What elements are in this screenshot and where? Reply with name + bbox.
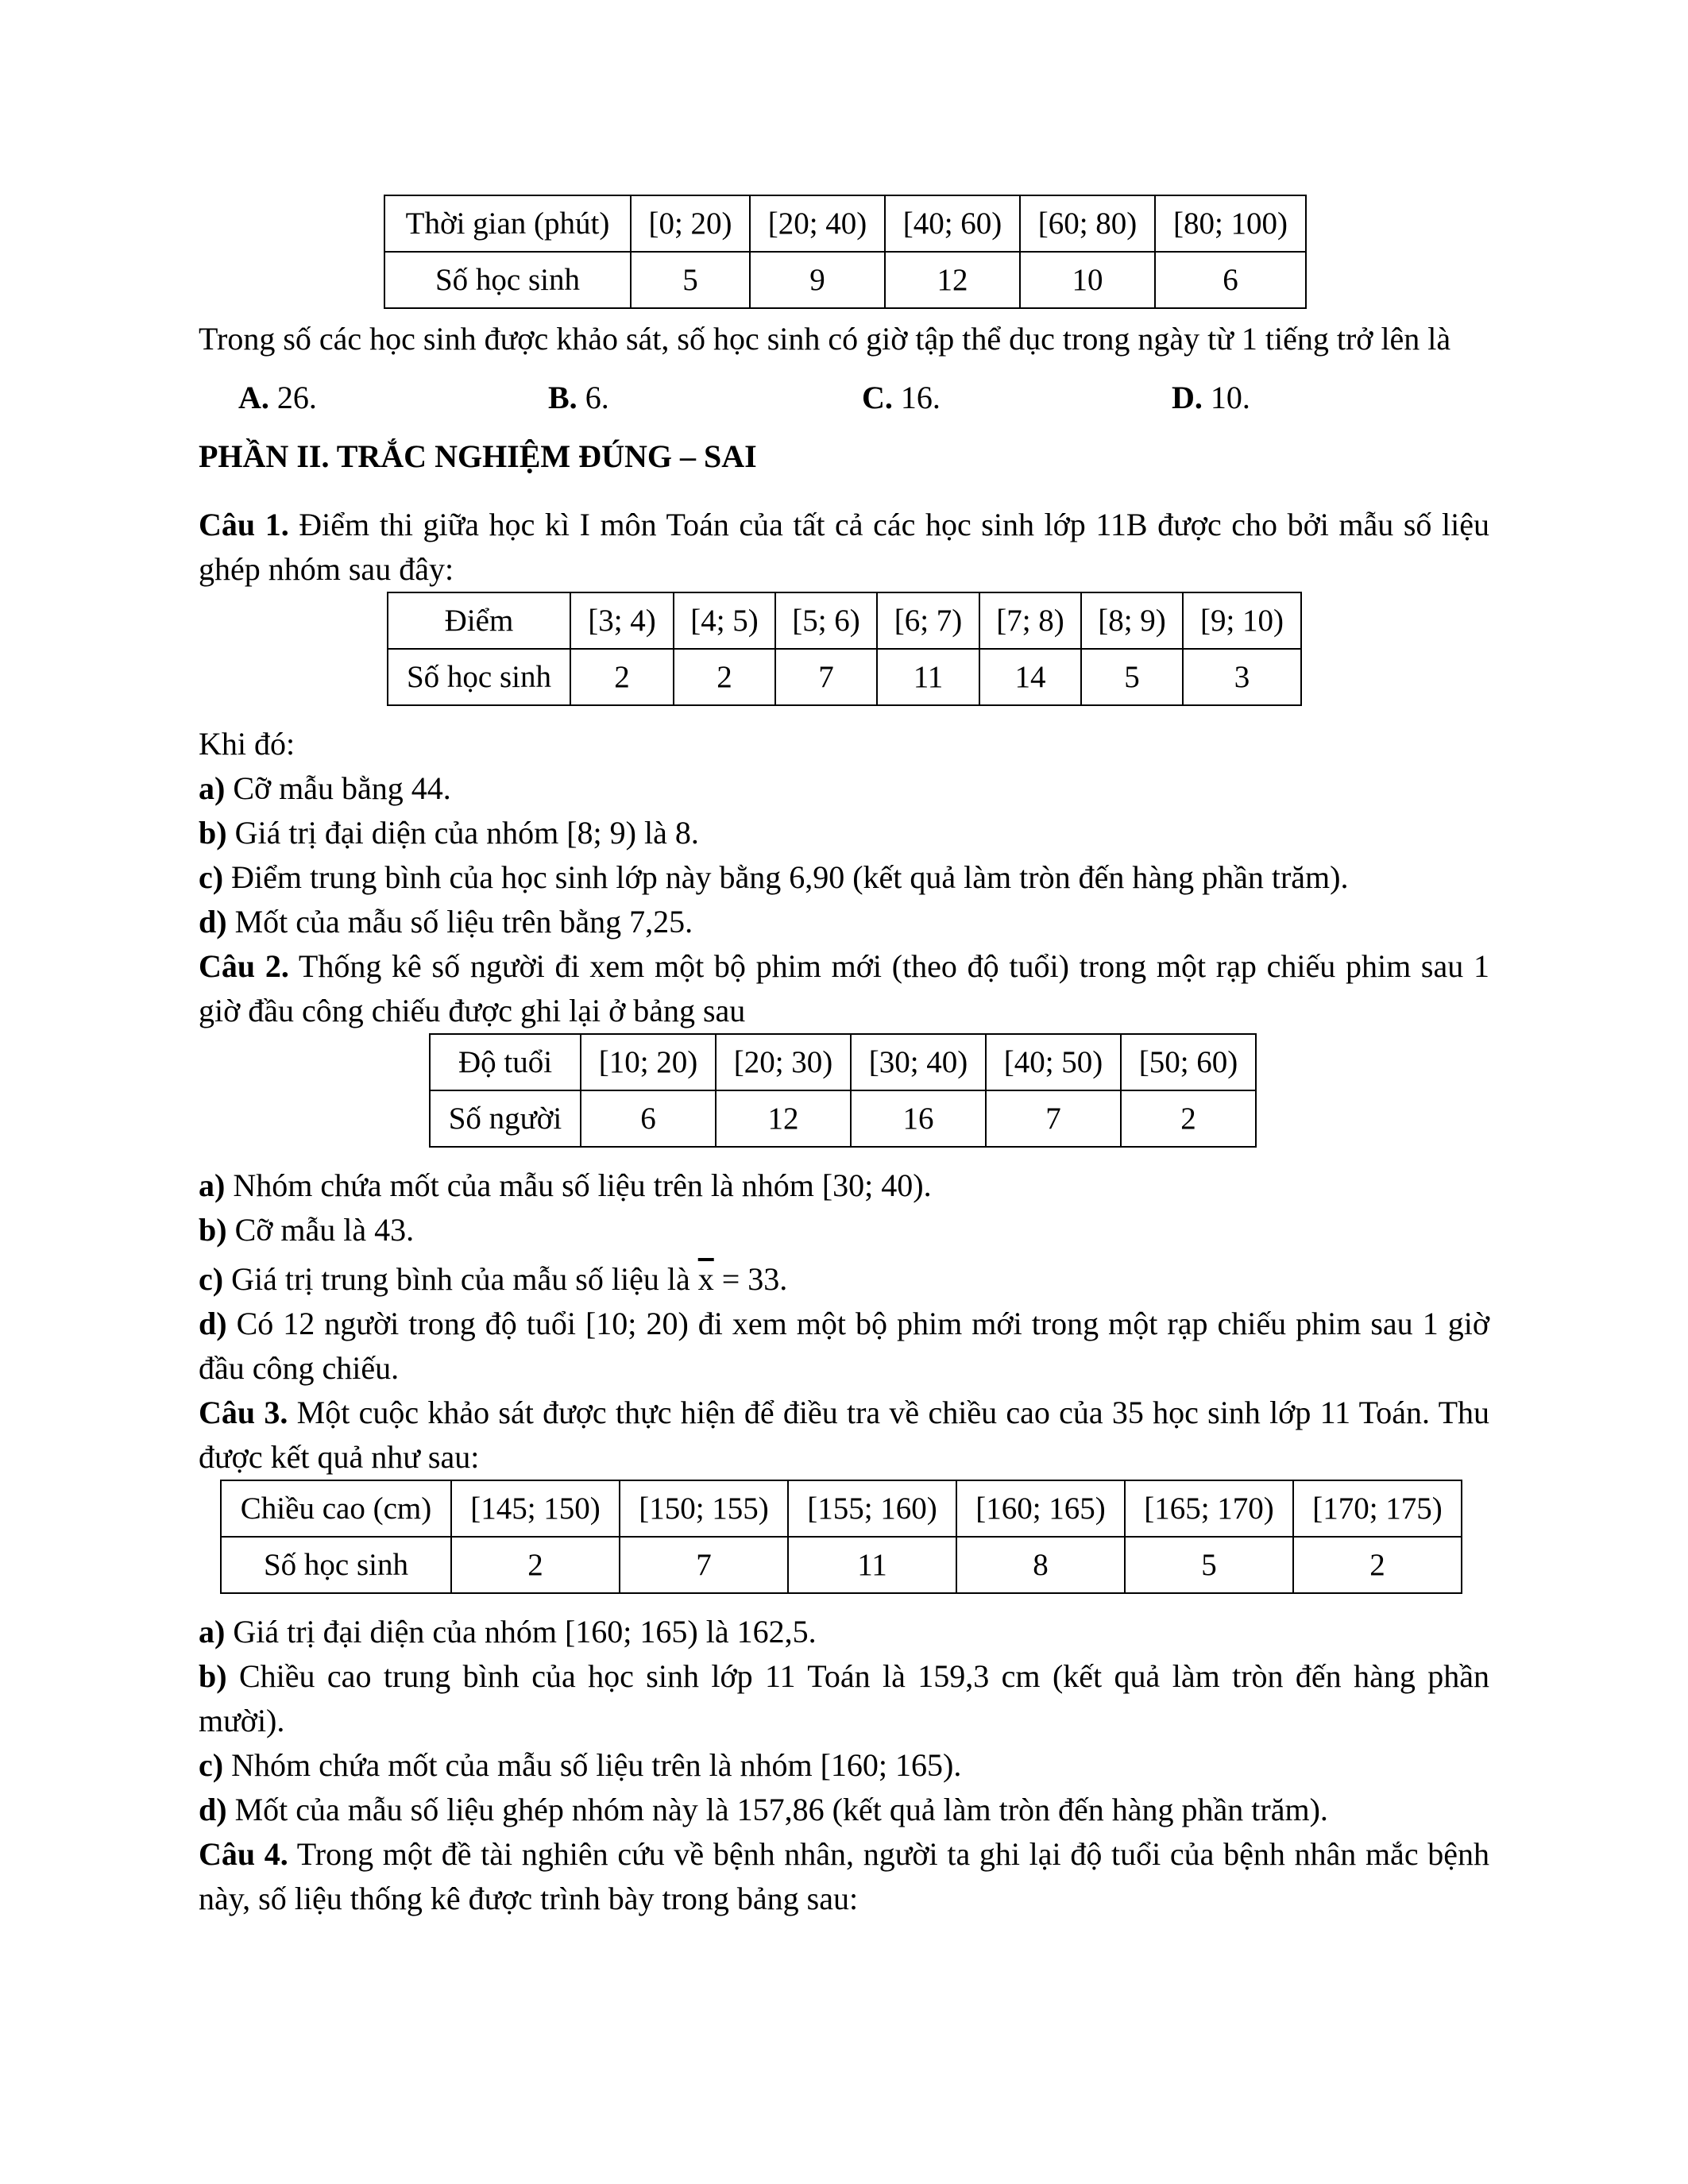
option-a <box>238 376 317 420</box>
option-letter: D. <box>1172 380 1203 415</box>
table-cell: 10 <box>1020 252 1155 308</box>
table-cell: Độ tuổi <box>430 1034 581 1090</box>
statement-label: b) <box>199 815 227 851</box>
statement-text: Chiều cao trung bình của học sinh lớp 11 Toán là 159,3 cm (kết quả làm tròn đến hàng phần mười). <box>199 1658 1489 1738</box>
table-cell: 2 <box>674 649 775 705</box>
table-cell: 14 <box>979 649 1081 705</box>
table-cell: 5 <box>631 252 750 308</box>
table-cell: [10; 20) <box>581 1034 716 1090</box>
statement-label: c) <box>199 1261 224 1297</box>
question-label: Câu 2. <box>199 948 289 984</box>
option-letter: B. <box>548 380 577 415</box>
table-cell: 3 <box>1183 649 1301 705</box>
table-cell: 9 <box>750 252 885 308</box>
option-value: 26. <box>268 380 317 415</box>
table-cell: 8 <box>956 1537 1125 1593</box>
table-cell: [3; 4) <box>570 592 674 649</box>
statement-text: Cỡ mẫu bằng 44. <box>225 770 451 806</box>
table-cell: 6 <box>1155 252 1306 308</box>
statement-text: Nhóm chứa mốt của mẫu số liệu trên là nhóm [30; 40). <box>225 1167 932 1203</box>
document-page <box>199 195 1489 1921</box>
statement-c <box>199 1743 1489 1788</box>
statement-label: c) <box>199 859 224 895</box>
intro-text: Khi đó: <box>199 726 295 762</box>
statement-d <box>199 900 1489 944</box>
table-cell: [155; 160) <box>788 1480 956 1537</box>
option-value: 16. <box>892 380 941 415</box>
table-cell: 7 <box>620 1537 788 1593</box>
table-row <box>384 252 1306 308</box>
statement-tail: . <box>779 1261 788 1297</box>
question-4 <box>199 1832 1489 1921</box>
table-cell: [9; 10) <box>1183 592 1301 649</box>
statement-label: d) <box>199 1306 227 1341</box>
answer-options <box>199 376 1489 420</box>
section-title: PHẦN II. TRẮC NGHIỆM ĐÚNG – SAI <box>199 438 757 474</box>
table-cell: 11 <box>788 1537 956 1593</box>
table-cell: 2 <box>1293 1537 1462 1593</box>
statement-text: Giá trị đại diện của nhóm [8; 9) là 8. <box>226 815 699 851</box>
question-label: Câu 4. <box>199 1836 288 1872</box>
table-cell: Chiều cao (cm) <box>221 1480 451 1537</box>
table-row <box>430 1090 1256 1147</box>
statement-text: Cỡ mẫu là 43. <box>226 1212 415 1248</box>
table-cell: [50; 60) <box>1121 1034 1256 1090</box>
table-cell: Số người <box>430 1090 581 1147</box>
question-label: Câu 3. <box>199 1395 288 1430</box>
option-b <box>548 376 609 420</box>
table-cell: 5 <box>1081 649 1183 705</box>
question-stem: Trong một đề tài nghiên cứu về bệnh nhân, người ta ghi lại độ tuổi của bệnh nhân mắc bệnh này, số liệu thống kê được trình bày trong bảng sau: <box>199 1836 1489 1916</box>
option-value: 6. <box>577 380 609 415</box>
table-cell: [5; 6) <box>775 592 877 649</box>
statement-a <box>199 1610 1489 1654</box>
statement-a <box>199 766 1489 811</box>
table-cell: Số học sinh <box>384 252 631 308</box>
table-cell: [145; 150) <box>451 1480 620 1537</box>
statement-label: b) <box>199 1212 227 1248</box>
table-row <box>388 649 1301 705</box>
statement-text: Nhóm chứa mốt của mẫu số liệu trên là nhóm [160; 165). <box>223 1747 962 1783</box>
statement-label: a) <box>199 770 226 806</box>
table-cell: 11 <box>877 649 979 705</box>
option-value: 10. <box>1202 380 1250 415</box>
option-letter: A. <box>238 380 269 415</box>
score-table <box>387 592 1302 706</box>
question-text <box>199 311 1489 368</box>
statement-text: Giá trị đại diện của nhóm [160; 165) là 162,5. <box>225 1614 817 1650</box>
exercise-time-table <box>384 195 1307 309</box>
table-cell: [170; 175) <box>1293 1480 1462 1537</box>
table-cell: 2 <box>570 649 674 705</box>
table-cell: [165; 170) <box>1125 1480 1293 1537</box>
table-cell: Điểm <box>388 592 570 649</box>
statement-text: Có 12 người trong độ tuổi [10; 20) đi xem một bộ phim mới trong một rạp chiếu phim sau 1 giờ đầu công chiếu. <box>199 1306 1489 1386</box>
table-cell: Số học sinh <box>221 1537 451 1593</box>
option-letter: C. <box>862 380 893 415</box>
question-3 <box>199 1391 1489 1480</box>
question-2 <box>199 944 1489 1033</box>
math-expression: = 33 <box>713 1261 780 1297</box>
height-table <box>220 1480 1462 1594</box>
table-cell: 2 <box>1121 1090 1256 1147</box>
statement-b <box>199 1208 1489 1252</box>
question-label: Câu 1. <box>199 507 289 542</box>
table-cell: [7; 8) <box>979 592 1081 649</box>
table-cell: [20; 30) <box>716 1034 851 1090</box>
table-cell: [8; 9) <box>1081 592 1183 649</box>
statement-label: a) <box>199 1167 226 1203</box>
option-d <box>1172 376 1250 420</box>
mean-symbol: $\overline{x}$ <box>697 1261 714 1297</box>
statement-label: c) <box>199 1747 224 1783</box>
question-stem: Thống kê số người đi xem một bộ phim mới (theo độ tuổi) trong một rạp chiếu phim sau 1 giờ đầu công chiếu được ghi lại ở bảng sau <box>199 948 1489 1028</box>
table-cell: 16 <box>851 1090 986 1147</box>
question-stem: Một cuộc khảo sát được thực hiện để điều tra về chiều cao của 35 học sinh lớp 11 Toán. Thu được kết quả như sau: <box>199 1395 1490 1475</box>
statement-b <box>199 1654 1489 1743</box>
option-c <box>862 376 941 420</box>
statement-label: a) <box>199 1614 226 1650</box>
statement-a <box>199 1163 1489 1208</box>
table-header-row <box>430 1034 1256 1090</box>
table-header-row <box>221 1480 1462 1537</box>
statement-text: Mốt của mẫu số liệu trên bằng 7,25. <box>226 904 693 940</box>
table-cell: [0; 20) <box>631 195 750 252</box>
statement-b <box>199 811 1489 855</box>
statement-label: d) <box>199 1792 227 1827</box>
table-cell: 6 <box>581 1090 716 1147</box>
table-cell: 7 <box>775 649 877 705</box>
table-cell: 5 <box>1125 1537 1293 1593</box>
table-cell: Thời gian (phút) <box>384 195 631 252</box>
table-cell: Số học sinh <box>388 649 570 705</box>
table-cell: [150; 155) <box>620 1480 788 1537</box>
table-cell: [160; 165) <box>956 1480 1125 1537</box>
table-cell: [40; 50) <box>986 1034 1121 1090</box>
table-cell: [40; 60) <box>885 195 1020 252</box>
table-cell: [80; 100) <box>1155 195 1306 252</box>
table-cell: [6; 7) <box>877 592 979 649</box>
table-cell: [60; 80) <box>1020 195 1155 252</box>
table-cell: [4; 5) <box>674 592 775 649</box>
statement-text: Điểm trung bình của học sinh lớp này bằng 6,90 (kết quả làm tròn đến hàng phần trăm). <box>223 859 1349 895</box>
table-cell: 12 <box>716 1090 851 1147</box>
table-cell: [30; 40) <box>851 1034 986 1090</box>
statement-d <box>199 1302 1489 1391</box>
table-cell: 7 <box>986 1090 1121 1147</box>
question-1 <box>199 503 1489 592</box>
question-stem: Trong số các học sinh được khảo sát, số học sinh có giờ tập thể dục trong ngày từ 1 tiếng trở lên là <box>199 321 1451 357</box>
table-row <box>221 1537 1462 1593</box>
statement-d <box>199 1788 1489 1832</box>
table-cell: 12 <box>885 252 1020 308</box>
table-header-row <box>388 592 1301 649</box>
table-header-row <box>384 195 1306 252</box>
statement-label: b) <box>199 1658 227 1694</box>
table-cell: [20; 40) <box>750 195 885 252</box>
statement-text: Mốt của mẫu số liệu ghép nhóm này là 157,86 (kết quả làm tròn đến hàng phần trăm). <box>226 1792 1328 1827</box>
statement-label: d) <box>199 904 227 940</box>
table-cell: 2 <box>451 1537 620 1593</box>
age-table <box>429 1033 1257 1148</box>
question-stem: Điểm thi giữa học kì I môn Toán của tất cả các học sinh lớp 11B được cho bởi mẫu số liệu ghép nhóm sau đây: <box>199 507 1489 587</box>
statement-c <box>199 1257 1489 1302</box>
statement-text: Giá trị trung bình của mẫu số liệu là <box>223 1261 698 1297</box>
statement-c <box>199 855 1489 900</box>
